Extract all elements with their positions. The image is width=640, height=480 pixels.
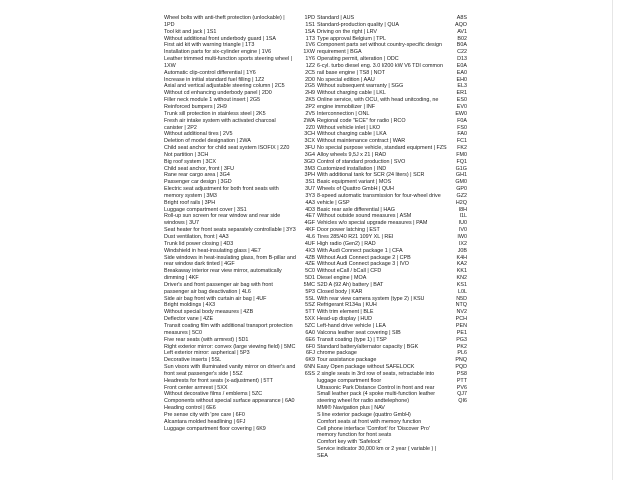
option-code: GZ2 — [456, 192, 467, 199]
option-code: FQ1 — [456, 158, 467, 165]
option-code: PS8 — [456, 370, 467, 377]
option-code: 5ZC — [304, 322, 315, 329]
option-code: C22 — [457, 49, 467, 56]
option-entry: Without special body measures | 4ZB — [164, 309, 254, 316]
option-code: AV1 — [457, 28, 467, 35]
option-entry: Transit coating film with additional transport protection measures | 5C0 — [164, 322, 293, 336]
option-code: AQO — [455, 21, 467, 28]
option-code: 3S1 — [305, 179, 315, 186]
option-code: 5SZ — [305, 302, 315, 309]
option-code: KS1 — [456, 281, 467, 288]
option-entry: Standard-production quality | QUA — [317, 21, 400, 28]
option-code: PL6 — [457, 350, 467, 357]
option-entry: Headrests for front seats (x-adjustment) | 5TT — [164, 377, 273, 384]
option-entry: Sun visors with illuminated vanity mirror on driver's and front seat passenger's side | 5SZ — [164, 364, 296, 377]
option-code: PCH — [455, 316, 467, 323]
option-entry: Ultrasonic Park Distance Control in front and rear — [317, 384, 435, 391]
option-code: B0A — [456, 42, 467, 49]
option-entry: High radio (Gen2) | RAD — [317, 240, 376, 247]
option-code: 3Y3 — [305, 192, 315, 199]
option-code: PQD — [455, 364, 467, 371]
option-code: 4KF — [305, 227, 315, 234]
option-entry: Roll-up sun screen for rear window and rear side windows | 3U7 — [164, 213, 281, 227]
option-entry: memory function for front seats — [317, 432, 392, 439]
option-code: 4D3 — [305, 206, 315, 213]
option-code: 1PD — [304, 15, 315, 21]
option-entry: Standard | AUS — [317, 15, 355, 21]
option-code: 4ZB — [305, 254, 315, 261]
option-entry: Side windows in heat-insulating glass, from B-pillar and rear window dark tinted | 4GF — [164, 254, 296, 268]
option-code: 2D0 — [305, 76, 315, 83]
option-entry: Without additional front underbody guard | 1SA — [164, 35, 276, 42]
option-code: 6NN — [304, 364, 315, 371]
option-entry: Component parts set without country-specific design requirement | BGA — [317, 42, 442, 56]
option-code: IU0 — [458, 220, 467, 227]
option-entry: Deletion of model designation | 2WA — [164, 138, 251, 145]
option-code: I8H — [458, 206, 467, 213]
option-code: I1L — [459, 213, 467, 220]
option-entry: Standard battery/alternator capacity | BGK — [317, 343, 419, 350]
option-code: 5D1 — [305, 275, 315, 282]
option-code: 4L6 — [306, 234, 315, 240]
option-code: NV2 — [456, 309, 467, 316]
option-entry: With rear view camera system (type 2) | KSU — [317, 295, 425, 302]
option-code: FA0 — [457, 131, 467, 138]
option-code: 4ZE — [305, 261, 315, 268]
option-entry: Reinforced bumpers | 2H9 — [164, 103, 227, 110]
option-code: 3CX — [304, 138, 315, 145]
option-entry: Automatic clip-control differential | 1Y6 — [164, 69, 256, 76]
option-entry: Front center armrest | 5XX — [164, 384, 228, 391]
option-code: 5P3 — [305, 288, 315, 295]
option-code: 1S1 — [305, 21, 315, 28]
option-entry: Refrigerant R134a | KUH — [317, 302, 377, 309]
option-entry: Without maintenance contract | WAR — [317, 138, 406, 145]
option-entry: Regional code "ECE" for radio | RCO — [317, 117, 406, 124]
option-entry: Driving on the right | LRV — [317, 28, 378, 35]
option-code: IV0 — [458, 227, 467, 234]
option-entry: Comfort seats at front with memory function — [317, 418, 422, 425]
option-code: 1Z2 — [305, 62, 315, 69]
option-code: E0A — [456, 62, 467, 69]
option-entry: Operating permit, alteration | ODC — [317, 56, 399, 63]
option-entry: Vehicles w/o special upgrade measures | PAM — [317, 220, 428, 227]
option-code: N5D — [456, 295, 467, 302]
option-entry: Leather trimmed multi-function sports steering wheel | 1XW — [164, 56, 293, 69]
option-code: 3G4 — [304, 151, 315, 158]
option-code: QI6 — [458, 398, 467, 405]
option-code: D13 — [457, 56, 467, 63]
option-code: KN2 — [456, 275, 467, 282]
option-code: EH0 — [456, 76, 467, 83]
option-code: 5MC — [303, 281, 315, 288]
option-code: NTQ — [455, 302, 467, 309]
option-code: 1SA — [304, 28, 315, 35]
option-code: G1G — [455, 165, 467, 172]
option-entry: Easy Open package without SAFELOCK — [317, 364, 415, 371]
option-entry: Alloy wheels 9,5J x 21 | RAD — [317, 151, 387, 158]
option-code: H2Q — [455, 199, 467, 206]
option-entry: Bright moldings | 4X3 — [164, 302, 216, 309]
option-entry: Not partition | 3CH — [164, 151, 209, 158]
option-code: 6FJ — [306, 350, 315, 357]
option-code: PG3 — [456, 336, 467, 343]
option-entry: Luggage compartment floor covering | 6K9 — [164, 425, 266, 432]
option-code: 2H9 — [305, 90, 315, 97]
option-entry: Child seat anchor for child seat system ISOFIX | 2Z0 — [164, 145, 290, 152]
option-code: K4H — [456, 254, 467, 261]
option-entry: Basic rear axle differential | HAG — [317, 206, 396, 213]
option-entry: No special edition | AAU — [317, 76, 375, 83]
option-code: FM0 — [456, 151, 467, 158]
option-code: B02 — [457, 35, 467, 42]
option-entry: Trunk lid power closing | 4D3 — [164, 240, 234, 247]
right-option-descriptions — [317, 15, 448, 460]
option-entry: Tool kit and jack | 1S1 — [164, 28, 217, 35]
option-code: PTT — [456, 377, 467, 384]
option-code: EL3 — [457, 83, 467, 90]
option-code: KK1 — [456, 268, 467, 275]
option-code: 2K5 — [305, 97, 315, 104]
option-entry: Five rear seats (with armrest) | 5D1 — [164, 336, 249, 343]
option-code: FC1 — [456, 138, 467, 145]
option-code: 1V6 — [305, 42, 315, 49]
option-entry: Big roof system | 3CX — [164, 158, 217, 165]
option-entry: Without additional tires | 2V5 — [164, 131, 233, 138]
option-code: ES0 — [456, 97, 467, 104]
option-entry: Dust ventilation, front | 4A3 — [164, 234, 229, 240]
option-entry: Without decorative films / emblems | 5ZC — [164, 391, 263, 398]
option-entry: Without Audi Connect package 3 | IVO — [317, 261, 409, 268]
option-entry: Wheels of Quattro GmbH | QUH — [317, 186, 394, 193]
option-entry: Valcona leather seat covering | SIB — [317, 329, 401, 336]
option-entry: Breakaway interior rear view mirror, automatically dimming | 4KF — [164, 268, 282, 282]
option-entry: Tires 285/40 R21 109Y XL | REI — [317, 234, 394, 240]
option-entry: Axial and vertical adjustable steering column | 2C5 — [164, 83, 285, 90]
option-entry: Heading control | 6E6 — [164, 405, 216, 412]
option-entry: Child seat anchor, front | 3FU — [164, 165, 235, 172]
option-entry: Side air bag front with curtain air bag | 4UF — [164, 295, 267, 302]
option-entry: Passenger car design | 3GD — [164, 179, 232, 186]
option-entry: Without cd enhancing underbody panel | 2D0 — [164, 90, 272, 97]
option-entry: Without subsequent warranty | SGG — [317, 83, 404, 90]
option-entry: Right exterior mirror: convex (large viewing field) | 5MC — [164, 343, 296, 350]
left-option-codes — [298, 15, 315, 378]
option-code: 6E6 — [305, 336, 315, 343]
option-code: IW0 — [457, 234, 467, 240]
option-entry: Windshield in heat-insulating glass | 4E7 — [164, 247, 261, 254]
option-entry: First aid kit with warning triangle | 1T3 — [164, 42, 255, 49]
option-code: PE1 — [456, 329, 467, 336]
option-code: EA0 — [456, 69, 467, 76]
option-code: 1T3 — [305, 35, 315, 42]
option-entry: Increase in initial standard fuel filling | 1Z2 — [164, 76, 265, 83]
option-code: A8S — [456, 15, 467, 21]
option-entry: 8-speed automatic transmission for four-wheel drive vehicle | GSP — [317, 192, 441, 206]
option-entry: With additional tank for SCR (24 liters) | SCR — [317, 172, 425, 179]
option-code: FK2 — [457, 145, 467, 152]
option-code: 3U7 — [305, 186, 315, 193]
option-entry: Decorative inserts | 5SL — [164, 357, 222, 364]
option-code: 6K9 — [305, 357, 315, 364]
option-entry: With trim element | BLE — [317, 309, 374, 316]
option-entry: Type approval Belgium | TPL — [317, 35, 387, 42]
option-code: QJ7 — [457, 391, 467, 398]
option-code: F0A — [457, 117, 467, 124]
right-option-codes — [450, 15, 467, 405]
option-entry: 2 single seats in 3rd row of seats, retractable into luggage compartment floor — [317, 370, 435, 384]
option-code: 4E7 — [305, 213, 315, 220]
option-code: 2G5 — [304, 83, 315, 90]
option-entry: Without charging cable | LKA — [317, 131, 387, 138]
option-entry: chrome package — [317, 350, 357, 357]
option-entry: Without charging cable | LKL — [317, 90, 386, 97]
option-code: GM0 — [455, 179, 467, 186]
option-entry: Without outside sound measures | ASM — [317, 213, 412, 220]
option-entry: Wheel bolts with anti-theft protection (unlockable) | 1PD — [164, 15, 285, 28]
option-entry: Left-hand drive vehicle | LEA — [317, 322, 386, 329]
option-code: ER1 — [456, 90, 467, 97]
option-entry: Door power latching | EST — [317, 227, 380, 234]
option-entry: Luggage compartment cover | 3S1 — [164, 206, 247, 213]
option-code: GP0 — [456, 186, 467, 193]
option-code: 5C0 — [305, 268, 315, 275]
option-code: 2C5 — [305, 69, 315, 76]
option-code: EW0 — [455, 110, 467, 117]
option-entry: Basic equipment variant | MOS — [317, 179, 392, 186]
option-entry: MMI® Navigation plus | NAV — [317, 405, 385, 412]
option-code: 6SS — [304, 370, 315, 377]
option-entry: Diesel engine | MOA — [317, 275, 367, 282]
option-entry: Closed body | KAR — [317, 288, 363, 295]
option-entry: Tour assistance package — [317, 357, 377, 364]
option-entry: Interconnection | ONL — [317, 110, 370, 117]
option-code: 2Z0 — [305, 124, 315, 131]
option-entry: Deflector vane | 4ZE — [164, 316, 214, 323]
option-entry: Control of standard production | SVO — [317, 158, 406, 165]
option-entry: Head-up display | HUD — [317, 316, 373, 323]
option-code: 1XW — [303, 49, 315, 56]
left-option-descriptions — [164, 15, 296, 432]
option-code: PEN — [455, 322, 467, 329]
option-code: 4X3 — [305, 247, 315, 254]
option-code: 4GF — [304, 220, 315, 227]
option-code: 3PH — [304, 172, 315, 179]
option-code: IX2 — [458, 240, 467, 247]
option-code: GH1 — [455, 172, 467, 179]
option-entry: Alcantara molded headlining | 6FJ — [164, 418, 246, 425]
option-code: 6A0 — [305, 329, 315, 336]
option-code: 2V5 — [305, 110, 315, 117]
option-entry: Customized installation | IND — [317, 165, 387, 172]
option-code: 5SL — [305, 295, 315, 302]
option-code: PV6 — [456, 384, 467, 391]
option-code: PNQ — [455, 357, 467, 364]
option-entry: Service indicator 30,000 km or 2 year ( variable ) | SEA — [317, 446, 437, 459]
option-code: 2WA — [303, 117, 315, 124]
option-entry: Rane rear cargo area | 3G4 — [164, 172, 230, 179]
option-entry: Seat heater for front seats separately controllable | 3Y3 — [164, 227, 296, 234]
option-code: 6F0 — [305, 343, 315, 350]
option-entry: 6-cyl. turbo diesel eng. 3.0 l/200 kW V6 TDI common rail base engine | TS8 | NOT — [317, 62, 444, 76]
option-entry: Electric seat adjustment for both front seats with memory system | 3M3 — [164, 186, 279, 199]
option-entry: Bright roof rails | 3PH — [164, 199, 216, 206]
option-entry: Installation parts for six-cylinder engine | 1V6 — [164, 49, 272, 56]
option-entry: Without Audi Connect package 2 | CPB — [317, 254, 411, 261]
option-entry: Online service, with OCU, with head unitcoding, ne engine immobilizer | INF — [317, 97, 439, 110]
option-entry: Small leather pack (4 spoke multi-function leather steering wheel for radio andtelephone) — [317, 391, 436, 405]
option-code: 3M3 — [304, 165, 315, 172]
page-edge-divider — [612, 0, 613, 480]
option-entry: S line exterior package (quattro GmbH) — [317, 411, 411, 418]
option-entry: Pre sense city with 'pre care | 6F0 — [164, 411, 245, 418]
option-code: J0B — [457, 247, 467, 254]
option-entry: No special purpose vehicle, standard equipment | FZS — [317, 145, 447, 152]
option-code: 2P2 — [305, 103, 315, 110]
option-code: 1Y6 — [305, 56, 315, 63]
option-code: 4A3 — [305, 199, 315, 206]
option-entry: Without eCall / bCall | CFD — [317, 268, 382, 275]
option-code: PK2 — [456, 343, 467, 350]
option-entry: Comfort key with 'Safelock' — [317, 439, 382, 446]
option-entry: Fresh air intake system with activated charcoal canister | 2P2 — [164, 117, 276, 131]
option-entry: S2D A (92 Ah) battery | BAT — [317, 281, 384, 288]
option-entry: Cell phone interface 'Comfort' for 'Discover Pro' — [317, 425, 430, 432]
option-code: 5XX — [304, 316, 315, 323]
option-code: EV0 — [456, 103, 467, 110]
option-entry: Driver's and front passenger air bag with front passenger air bag deactivation | 4L6 — [164, 281, 273, 295]
option-entry: Left exterior mirror: aspherical | 5P3 — [164, 350, 250, 357]
option-entry: Transit coating (type 1) | TSP — [317, 336, 387, 343]
option-code: 3GD — [303, 158, 315, 165]
option-code: 3CH — [304, 131, 315, 138]
option-code: 5TT — [305, 309, 315, 316]
option-entry: Trunk sill protection in stainless steel | 2K5 — [164, 110, 266, 117]
option-code: FS0 — [457, 124, 467, 131]
option-entry: Filler neck module 1 without insert | 2G5 — [164, 97, 261, 104]
option-code: 3FU — [304, 145, 315, 152]
option-code: KA2 — [456, 261, 467, 268]
option-entry: With Audi Connect package 1 | CFA — [317, 247, 403, 254]
option-entry: Components without special surface appearance | 6A0 — [164, 398, 295, 405]
option-entry: Without vehicle inlet | LKO — [317, 124, 381, 131]
option-code: 4UF — [304, 240, 315, 247]
option-code: L0L — [458, 288, 467, 295]
